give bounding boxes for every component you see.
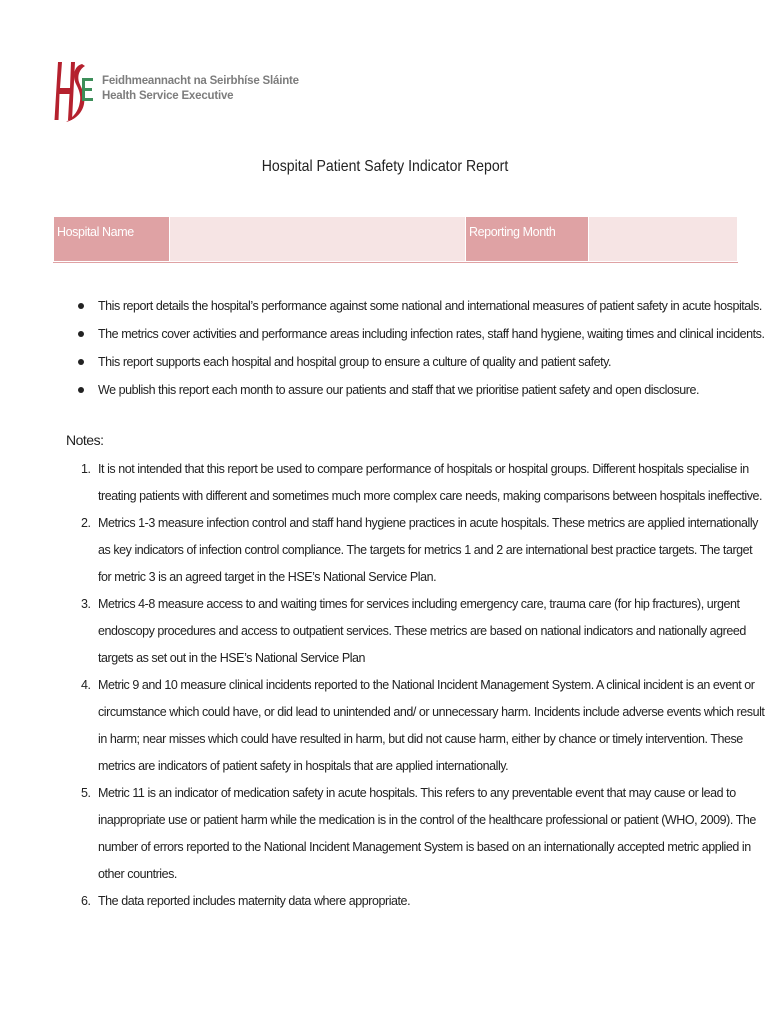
hospital-name-label: Hospital Name xyxy=(54,217,170,262)
bullet-dot-icon xyxy=(78,303,84,309)
logo-irish-name: Feidhmeannacht na Seirbhíse Sláinte xyxy=(102,75,299,87)
note-item: 4. Metric 9 and 10 measure clinical incidents reported to the National Incident Management System. A clinical incident is an event or circumstance which could have, or did lead to unintended and/ or unnecessary harm. Incidents include adverse events which result in harm; near misses which could have resulted in harm, but did not cause harm, either by chance or timely intervention. These metrics are indicators of patient safety in hospitals that are applied internationally. xyxy=(81,678,765,773)
notes-heading: Notes: xyxy=(66,432,104,448)
reporting-month-field[interactable] xyxy=(589,217,738,262)
hse-logo-icon xyxy=(52,58,94,124)
bullet-item: This report details the hospital’s performance against some national and international measures of patient safety in acute hospitals. xyxy=(0,292,770,320)
note-item: 6. The data reported includes maternity data where appropriate. xyxy=(81,894,411,908)
logo-english-name: Health Service Executive xyxy=(102,90,234,102)
notes-list xyxy=(0,456,770,915)
bullet-dot-icon xyxy=(78,387,84,393)
bullet-dot-icon xyxy=(78,331,84,337)
bullet-item: We publish this report each month to assure our patients and staff that we prioritise patient safety and open disclosure. xyxy=(0,376,770,404)
note-item: 5. Metric 11 is an indicator of medication safety in acute hospitals. This refers to any preventable event that may cause or lead to inappropriate use or patient harm while the medication is in the control of the healthcare professional or patient (WHO, 2009). The number of errors reported to the National Incident Management System is based on an internationally accepted metric applied in other countries. xyxy=(81,786,756,881)
bullet-dot-icon xyxy=(78,359,84,365)
reporting-month-label: Reporting Month xyxy=(466,217,589,262)
summary-bullets xyxy=(0,292,770,404)
report-title: Hospital Patient Safety Indicator Report xyxy=(261,158,509,175)
note-item: 2. Metrics 1-3 measure infection control and staff hand hygiene practices in acute hospitals. These metrics are applied internationally as key indicators of infection control compliance. The targets for metrics 1 and 2 are international best practice targets. The target for metric 3 is an agreed target in the HSE’s National Service Plan. xyxy=(81,516,758,584)
report-info-table xyxy=(53,216,738,262)
note-item: 3. Metrics 4-8 measure access to and waiting times for services including emergency care, trauma care (for hip fractures), urgent endoscopy procedures and access to outpatient services. These metrics are based on national indicators and nationally agreed targets as set out in the HSE’s National Service Plan xyxy=(81,597,746,665)
bullet-item: The metrics cover activities and performance areas including infection rates, staff hand hygiene, waiting times and clinical incidents. xyxy=(0,320,770,348)
hospital-name-field[interactable] xyxy=(170,217,466,262)
bullet-item: This report supports each hospital and hospital group to ensure a culture of quality and patient safety. xyxy=(0,348,770,376)
note-item: 1. It is not intended that this report be used to compare performance of hospitals or hospital groups. Different hospitals specialise in treating patients with different and sometimes much more complex care needs, making comparisons between hospitals ineffective. xyxy=(81,462,763,503)
hse-logo xyxy=(52,58,299,124)
